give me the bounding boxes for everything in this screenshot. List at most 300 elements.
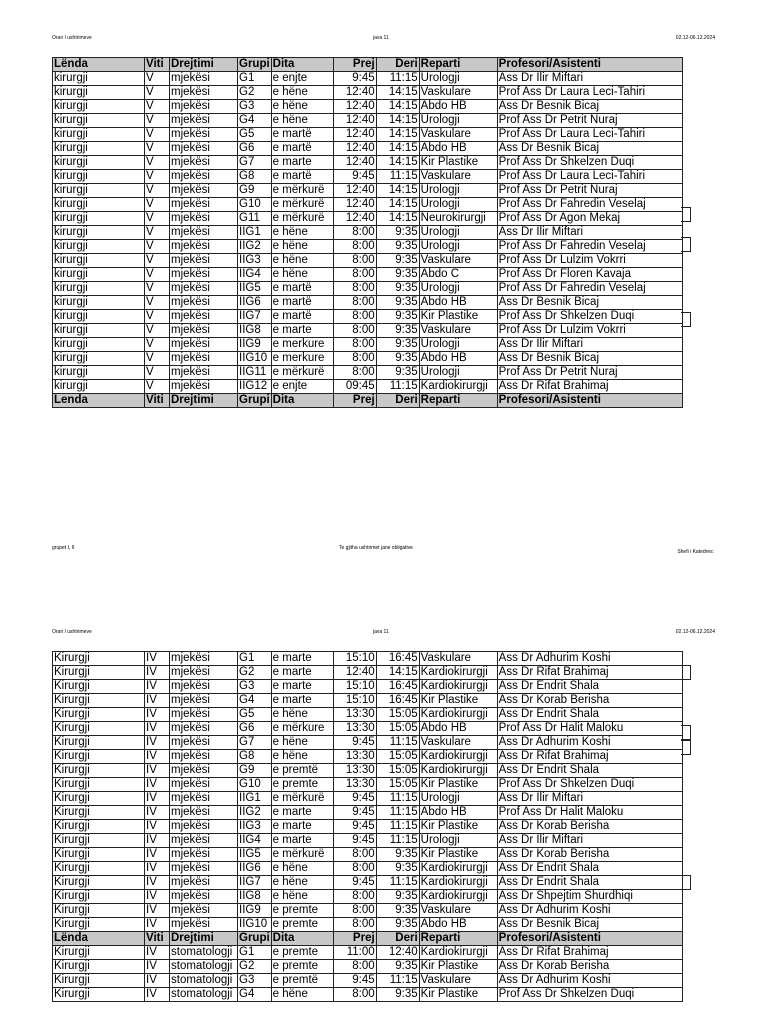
cell-group: G6 bbox=[238, 722, 272, 736]
cell-program: Drejtimi bbox=[170, 932, 238, 946]
cell-to: 14:15 bbox=[376, 156, 419, 170]
cell-from: Prej bbox=[333, 58, 376, 72]
cell-subject: kirurgji bbox=[53, 72, 145, 86]
cell-day: e mërkurë bbox=[271, 198, 333, 212]
cell-from: 12:40 bbox=[333, 142, 376, 156]
cell-day: e hëne bbox=[271, 254, 333, 268]
cell-to: 15:05 bbox=[376, 750, 419, 764]
row-marker bbox=[681, 237, 691, 252]
cell-year: Viti bbox=[145, 932, 170, 946]
cell-day: e premtë bbox=[271, 764, 333, 778]
cell-year: IV bbox=[145, 974, 170, 988]
table-row bbox=[53, 988, 683, 1002]
cell-day: e marte bbox=[271, 324, 333, 338]
cell-subject: kirurgji bbox=[53, 268, 145, 282]
cell-year: V bbox=[145, 310, 170, 324]
cell-to: 14:15 bbox=[376, 198, 419, 212]
cell-instructor: Ass Dr Adhurim Koshi bbox=[497, 904, 682, 918]
cell-subject: kirurgji bbox=[53, 142, 145, 156]
cell-instructor: Ass Dr Besnik Bicaj bbox=[497, 142, 682, 156]
cell-instructor: Prof Ass Dr Fahredin Veselaj bbox=[497, 282, 682, 296]
cell-program: mjekësi bbox=[170, 310, 238, 324]
cell-group: G3 bbox=[238, 680, 272, 694]
page1-department-head: Shefi i Katedres: bbox=[677, 549, 714, 555]
cell-to: 15:05 bbox=[376, 708, 419, 722]
cell-department: Abdo HB bbox=[419, 918, 497, 932]
cell-to: 11:15 bbox=[376, 736, 419, 750]
cell-department: Vaskulare bbox=[419, 128, 497, 142]
schedule-table-year-iv bbox=[52, 651, 683, 1002]
cell-subject: Kirurgji bbox=[53, 848, 145, 862]
cell-program: mjekësi bbox=[170, 156, 238, 170]
cell-program: mjekësi bbox=[170, 282, 238, 296]
cell-from: 9:45 bbox=[333, 806, 376, 820]
cell-to: 9:35 bbox=[376, 366, 419, 380]
cell-subject: kirurgji bbox=[53, 198, 145, 212]
cell-day: e hëne bbox=[271, 240, 333, 254]
cell-department: Vaskulare bbox=[419, 736, 497, 750]
table-row bbox=[53, 652, 683, 666]
cell-group: G10 bbox=[238, 778, 272, 792]
cell-to: 16:45 bbox=[376, 680, 419, 694]
cell-instructor: Ass Dr Ilir Miftari bbox=[497, 338, 682, 352]
cell-department: Urologji bbox=[419, 184, 497, 198]
cell-to: 9:35 bbox=[376, 324, 419, 338]
table-row bbox=[53, 708, 683, 722]
cell-subject: Lënda bbox=[53, 58, 145, 72]
cell-instructor: Prof Ass Dr Shkelzen Duqi bbox=[497, 988, 682, 1002]
cell-instructor: Ass Dr Korab Berisha bbox=[497, 848, 682, 862]
cell-department: Abdo HB bbox=[419, 296, 497, 310]
cell-program: mjekësi bbox=[170, 226, 238, 240]
cell-to: 14:15 bbox=[376, 212, 419, 226]
cell-instructor: Prof Ass Dr Floren Kavaja bbox=[497, 268, 682, 282]
cell-department: Kir Plastike bbox=[419, 310, 497, 324]
cell-day: e hëne bbox=[271, 988, 333, 1002]
cell-year: IV bbox=[145, 918, 170, 932]
cell-instructor: Ass Dr Ilir Miftari bbox=[497, 226, 682, 240]
table-row bbox=[53, 834, 683, 848]
cell-from: Prej bbox=[333, 932, 376, 946]
cell-group: G3 bbox=[238, 974, 272, 988]
cell-year: IV bbox=[145, 876, 170, 890]
cell-subject: kirurgji bbox=[53, 240, 145, 254]
cell-instructor: Prof Ass Dr Fahredin Veselaj bbox=[497, 198, 682, 212]
cell-instructor: Ass Dr Besnik Bicaj bbox=[497, 352, 682, 366]
cell-group: Grupi bbox=[239, 394, 270, 406]
cell-from: 9:45 bbox=[333, 820, 376, 834]
table-row bbox=[53, 310, 683, 324]
cell-group: G4 bbox=[238, 988, 272, 1002]
cell-year: IV bbox=[145, 904, 170, 918]
cell-subject: Lënda bbox=[53, 932, 145, 946]
cell-day: e premte bbox=[271, 778, 333, 792]
cell-day: e marte bbox=[271, 820, 333, 834]
table-section-header-row bbox=[53, 932, 683, 946]
cell-from: 15:10 bbox=[333, 652, 376, 666]
cell-subject: kirurgji bbox=[53, 310, 145, 324]
table-row bbox=[53, 750, 683, 764]
cell-year: V bbox=[145, 184, 170, 198]
cell-subject: kirurgji bbox=[53, 100, 145, 114]
cell-instructor: Ass Dr Endrit Shala bbox=[497, 764, 682, 778]
cell-day: Dita bbox=[271, 932, 333, 946]
cell-group: G6 bbox=[238, 142, 272, 156]
cell-group: IIG9 bbox=[238, 904, 272, 918]
cell-program: Drejtimi bbox=[170, 58, 238, 72]
cell-to: 9:35 bbox=[376, 960, 419, 974]
table-row bbox=[53, 904, 683, 918]
cell-to: 16:45 bbox=[376, 694, 419, 708]
cell-subject: kirurgji bbox=[53, 338, 145, 352]
cell-group: IIG2 bbox=[238, 806, 272, 820]
cell-day: e marte bbox=[271, 156, 333, 170]
cell-department: Abdo HB bbox=[419, 142, 497, 156]
cell-subject: Kirurgji bbox=[53, 890, 145, 904]
cell-subject: Kirurgji bbox=[53, 652, 145, 666]
cell-instructor: Prof Ass Dr Petrit Nuraj bbox=[497, 114, 682, 128]
cell-group: G2 bbox=[238, 960, 272, 974]
cell-year: V bbox=[145, 114, 170, 128]
table-row bbox=[53, 128, 683, 142]
cell-from: 9:45 bbox=[333, 72, 376, 86]
cell-group: IIG8 bbox=[238, 324, 272, 338]
cell-group: G5 bbox=[238, 708, 272, 722]
cell-department: Abdo C bbox=[419, 268, 497, 282]
cell-day: e marte bbox=[271, 652, 333, 666]
cell-year: IV bbox=[145, 764, 170, 778]
cell-group: G8 bbox=[238, 750, 272, 764]
cell-group: G1 bbox=[238, 652, 272, 666]
cell-program: mjekësi bbox=[170, 806, 238, 820]
cell-group: G2 bbox=[238, 86, 272, 100]
cell-group: IIG9 bbox=[238, 338, 272, 352]
cell-from: 13:30 bbox=[333, 722, 376, 736]
page1-header-center: java 11 bbox=[373, 35, 389, 41]
cell-from: 8:00 bbox=[333, 268, 376, 282]
cell-year: Viti bbox=[145, 394, 170, 408]
cell-group: G10 bbox=[238, 198, 272, 212]
cell-day: Dita bbox=[271, 394, 333, 408]
table-row bbox=[53, 366, 683, 380]
cell-subject: Kirurgji bbox=[53, 750, 145, 764]
cell-day: e premtë bbox=[271, 974, 333, 988]
cell-instructor: Ass Dr Ilir Miftari bbox=[497, 72, 682, 86]
cell-year: V bbox=[145, 142, 170, 156]
cell-subject: kirurgji bbox=[53, 282, 145, 296]
cell-to: 9:35 bbox=[376, 918, 419, 932]
cell-to: 14:15 bbox=[376, 666, 419, 680]
table-row bbox=[53, 296, 683, 310]
cell-department: Kardiokirurgji bbox=[419, 666, 497, 680]
cell-instructor: Prof Ass Dr Halit Maloku bbox=[497, 806, 682, 820]
cell-from: 11:00 bbox=[333, 946, 376, 960]
cell-to: 15:05 bbox=[376, 764, 419, 778]
cell-instructor: Ass Dr Besnik Bicaj bbox=[497, 918, 682, 932]
table-row bbox=[53, 352, 683, 366]
cell-day: e mërkurë bbox=[271, 212, 333, 226]
cell-subject: Kirurgji bbox=[53, 946, 145, 960]
cell-day: e merkure bbox=[271, 338, 333, 352]
page1-header-left: Orari I ushtrimeve bbox=[52, 35, 92, 41]
cell-day: e premte bbox=[271, 960, 333, 974]
cell-department: Kir Plastike bbox=[419, 988, 497, 1002]
cell-group: G11 bbox=[238, 212, 272, 226]
cell-program: mjekësi bbox=[170, 380, 238, 394]
table-row bbox=[53, 960, 683, 974]
cell-group: G7 bbox=[238, 736, 272, 750]
table-row bbox=[53, 254, 683, 268]
cell-program: mjekësi bbox=[170, 680, 238, 694]
cell-to: 14:15 bbox=[376, 142, 419, 156]
cell-subject: Kirurgji bbox=[53, 988, 145, 1002]
cell-from: 12:40 bbox=[333, 212, 376, 226]
cell-year: Viti bbox=[145, 58, 170, 72]
cell-department: Urologji bbox=[419, 72, 497, 86]
cell-department: Urologji bbox=[419, 226, 497, 240]
cell-year: V bbox=[145, 212, 170, 226]
cell-program: mjekësi bbox=[170, 876, 238, 890]
cell-program: mjekësi bbox=[170, 764, 238, 778]
table-row bbox=[53, 72, 683, 86]
table-row bbox=[53, 876, 683, 890]
cell-from: 9:45 bbox=[333, 792, 376, 806]
cell-department: Vaskulare bbox=[419, 254, 497, 268]
cell-instructor: Prof Ass Dr Laura Leci-Tahiri bbox=[497, 170, 682, 184]
cell-instructor: Profesori/Asistenti bbox=[497, 394, 682, 408]
cell-program: mjekësi bbox=[170, 352, 238, 366]
cell-department: Kir Plastike bbox=[419, 156, 497, 170]
cell-subject: Kirurgji bbox=[53, 876, 145, 890]
cell-year: V bbox=[145, 296, 170, 310]
cell-day: e premte bbox=[271, 904, 333, 918]
cell-to: 14:15 bbox=[376, 100, 419, 114]
cell-year: V bbox=[145, 366, 170, 380]
cell-instructor: Ass Dr Endrit Shala bbox=[497, 680, 682, 694]
cell-subject: Kirurgji bbox=[53, 918, 145, 932]
cell-instructor: Profesori/Asistenti bbox=[497, 58, 682, 72]
cell-instructor: Ass Dr Rifat Brahimaj bbox=[497, 666, 682, 680]
cell-year: IV bbox=[145, 890, 170, 904]
cell-day: e enjte bbox=[271, 72, 333, 86]
cell-to: 9:35 bbox=[376, 226, 419, 240]
table-row bbox=[53, 722, 683, 736]
cell-department: Kir Plastike bbox=[419, 848, 497, 862]
cell-day: e marte bbox=[271, 694, 333, 708]
cell-from: 9:45 bbox=[333, 876, 376, 890]
cell-day: e hëne bbox=[271, 86, 333, 100]
table-row bbox=[53, 820, 683, 834]
cell-year: V bbox=[145, 240, 170, 254]
cell-instructor: Ass Dr Rifat Brahimaj bbox=[497, 946, 682, 960]
cell-program: mjekësi bbox=[170, 652, 238, 666]
cell-group: IIG1 bbox=[238, 792, 272, 806]
cell-to: 9:35 bbox=[376, 254, 419, 268]
cell-program: mjekësi bbox=[170, 142, 238, 156]
cell-year: V bbox=[145, 254, 170, 268]
cell-to: 11:15 bbox=[376, 806, 419, 820]
page1-obligatory-note: Te gjitha ushtrimet jane obligative bbox=[339, 545, 413, 551]
cell-instructor: Prof Ass Dr Shkelzen Duqi bbox=[497, 778, 682, 792]
cell-subject: Kirurgji bbox=[53, 666, 145, 680]
row-marker bbox=[681, 665, 691, 680]
cell-day: e martë bbox=[271, 142, 333, 156]
cell-year: IV bbox=[145, 652, 170, 666]
cell-year: IV bbox=[145, 848, 170, 862]
cell-subject: kirurgji bbox=[53, 170, 145, 184]
cell-from: 8:00 bbox=[333, 988, 376, 1002]
cell-group: IIG2 bbox=[238, 240, 272, 254]
cell-year: IV bbox=[145, 722, 170, 736]
cell-group: G4 bbox=[238, 694, 272, 708]
cell-subject: kirurgji bbox=[53, 254, 145, 268]
table-row bbox=[53, 974, 683, 988]
table-row bbox=[53, 142, 683, 156]
cell-instructor: Ass Dr Shpejtim Shurdhiqi bbox=[497, 890, 682, 904]
cell-group: IIG6 bbox=[238, 862, 272, 876]
cell-year: V bbox=[145, 338, 170, 352]
cell-department: Urologji bbox=[419, 114, 497, 128]
cell-to: 9:35 bbox=[376, 240, 419, 254]
cell-instructor: Ass Dr Korab Berisha bbox=[497, 960, 682, 974]
cell-group: IIG11 bbox=[238, 366, 272, 380]
cell-to: 9:35 bbox=[376, 904, 419, 918]
cell-program: mjekësi bbox=[170, 254, 238, 268]
cell-department: Urologji bbox=[419, 198, 497, 212]
cell-from: 12:40 bbox=[333, 666, 376, 680]
cell-instructor: Ass Dr Adhurim Koshi bbox=[497, 974, 682, 988]
cell-program: mjekësi bbox=[170, 694, 238, 708]
cell-to: 9:35 bbox=[376, 848, 419, 862]
cell-program: mjekësi bbox=[170, 86, 238, 100]
cell-subject: Kirurgji bbox=[53, 708, 145, 722]
page2-header-right: 02.12-06.12.2024 bbox=[675, 629, 715, 635]
cell-from: 13:30 bbox=[333, 778, 376, 792]
cell-year: IV bbox=[145, 778, 170, 792]
cell-from: 12:40 bbox=[333, 86, 376, 100]
cell-program: mjekësi bbox=[170, 128, 238, 142]
cell-subject: Kirurgji bbox=[53, 806, 145, 820]
cell-program: mjekësi bbox=[170, 708, 238, 722]
cell-group: IIG5 bbox=[238, 282, 272, 296]
cell-day: e mërkurë bbox=[271, 184, 333, 198]
cell-instructor: Ass Dr Adhurim Koshi bbox=[497, 736, 682, 750]
cell-subject: Kirurgji bbox=[53, 778, 145, 792]
cell-program: mjekësi bbox=[170, 170, 238, 184]
cell-instructor: Ass Dr Korab Berisha bbox=[497, 820, 682, 834]
cell-from: 8:00 bbox=[333, 352, 376, 366]
cell-year: V bbox=[145, 226, 170, 240]
cell-program: mjekësi bbox=[170, 862, 238, 876]
cell-day: e hëne bbox=[271, 114, 333, 128]
cell-from: 8:00 bbox=[333, 366, 376, 380]
cell-group: IIG8 bbox=[238, 890, 272, 904]
cell-instructor: Ass Dr Adhurim Koshi bbox=[497, 652, 682, 666]
cell-from: 15:10 bbox=[333, 680, 376, 694]
table-row bbox=[53, 380, 683, 394]
cell-instructor: Ass Dr Besnik Bicaj bbox=[497, 296, 682, 310]
cell-department: Kardiokirurgji bbox=[419, 862, 497, 876]
cell-year: IV bbox=[145, 862, 170, 876]
cell-instructor: Prof Ass Dr Halit Maloku bbox=[497, 722, 682, 736]
cell-from: 8:00 bbox=[333, 862, 376, 876]
cell-day: e hëne bbox=[271, 100, 333, 114]
cell-year: IV bbox=[145, 820, 170, 834]
cell-instructor: Prof Ass Dr Laura Leci-Tahiri bbox=[497, 86, 682, 100]
cell-department: Kardiokirurgji bbox=[419, 708, 497, 722]
cell-year: V bbox=[145, 198, 170, 212]
cell-department: Kardiokirurgji bbox=[419, 764, 497, 778]
cell-to: 11:15 bbox=[376, 792, 419, 806]
cell-from: 9:45 bbox=[333, 170, 376, 184]
row-marker bbox=[681, 875, 691, 890]
cell-instructor: Prof Ass Dr Shkelzen Duqi bbox=[497, 310, 682, 324]
cell-department: Vaskulare bbox=[419, 324, 497, 338]
cell-day: e hëne bbox=[271, 876, 333, 890]
cell-department: Reparti bbox=[419, 394, 497, 408]
cell-from: 8:00 bbox=[333, 848, 376, 862]
cell-group: IIG1 bbox=[238, 226, 272, 240]
cell-department: Kir Plastike bbox=[419, 820, 497, 834]
table-row bbox=[53, 666, 683, 680]
cell-group: IIG7 bbox=[238, 310, 272, 324]
cell-year: V bbox=[145, 128, 170, 142]
cell-subject: Kirurgji bbox=[53, 722, 145, 736]
cell-year: IV bbox=[145, 946, 170, 960]
cell-instructor: Prof Ass Dr Lulzim Vokrri bbox=[497, 324, 682, 338]
cell-group: G1 bbox=[238, 946, 272, 960]
cell-program: mjekësi bbox=[170, 792, 238, 806]
cell-group: IIG4 bbox=[238, 834, 272, 848]
cell-to: 9:35 bbox=[376, 988, 419, 1002]
cell-program: mjekësi bbox=[170, 918, 238, 932]
cell-day: e martë bbox=[271, 128, 333, 142]
cell-to: 9:35 bbox=[376, 282, 419, 296]
cell-group: G7 bbox=[238, 156, 272, 170]
table-footer-row bbox=[53, 394, 683, 408]
cell-to: 16:45 bbox=[376, 652, 419, 666]
cell-subject: Kirurgji bbox=[53, 960, 145, 974]
cell-subject: kirurgji bbox=[53, 114, 145, 128]
cell-year: IV bbox=[145, 680, 170, 694]
cell-instructor: Ass Dr Endrit Shala bbox=[497, 876, 682, 890]
table-row bbox=[53, 862, 683, 876]
cell-year: V bbox=[145, 156, 170, 170]
cell-department: Vaskulare bbox=[419, 652, 497, 666]
cell-subject: kirurgji bbox=[53, 212, 145, 226]
cell-subject: Kirurgji bbox=[53, 792, 145, 806]
cell-from: 12:40 bbox=[333, 100, 376, 114]
cell-to: 11:15 bbox=[376, 974, 419, 988]
cell-from: 8:00 bbox=[333, 904, 376, 918]
cell-to: 14:15 bbox=[376, 86, 419, 100]
schedule-table-year-v bbox=[52, 57, 683, 408]
cell-day: e martë bbox=[271, 170, 333, 184]
cell-group: G8 bbox=[238, 170, 272, 184]
page1-groups-note: grupet I, II bbox=[52, 545, 75, 551]
cell-day: e merkure bbox=[271, 352, 333, 366]
cell-group: G3 bbox=[238, 100, 272, 114]
cell-from: 12:40 bbox=[333, 156, 376, 170]
cell-day: e hëne bbox=[271, 268, 333, 282]
cell-subject: kirurgji bbox=[53, 366, 145, 380]
cell-department: Kardiokirurgji bbox=[419, 890, 497, 904]
cell-from: 8:00 bbox=[333, 918, 376, 932]
cell-department: Kardiokirurgji bbox=[419, 750, 497, 764]
cell-instructor: Ass Dr Endrit Shala bbox=[497, 708, 682, 722]
cell-from: 8:00 bbox=[333, 324, 376, 338]
cell-group: G9 bbox=[238, 764, 272, 778]
